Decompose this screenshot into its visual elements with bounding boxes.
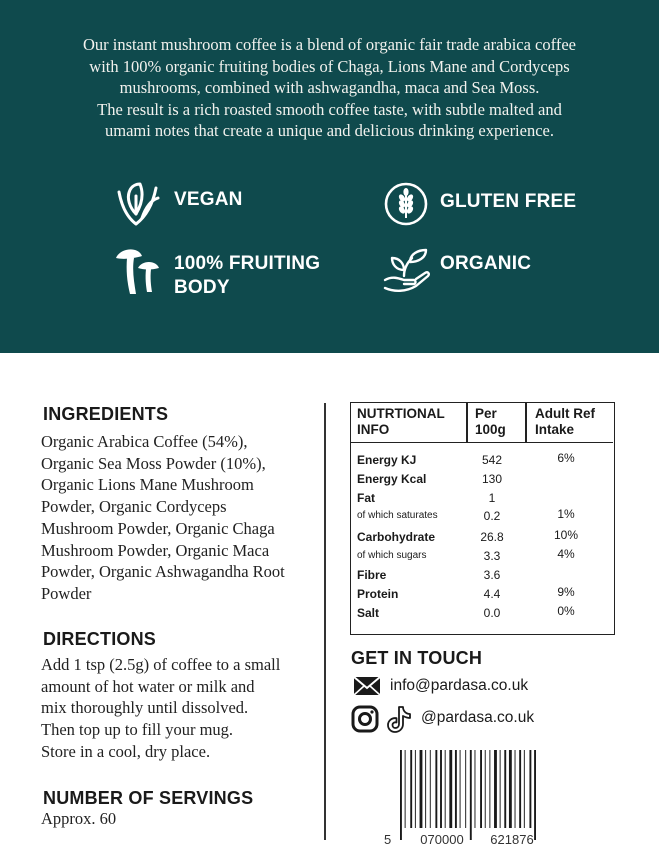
- nutrient-value: 4.4: [483, 587, 501, 601]
- servings-value: Approx. 60: [41, 809, 117, 828]
- barcode-bar: [465, 750, 466, 828]
- badge-organic: [382, 246, 531, 296]
- ingredients-line: Powder: [41, 583, 92, 603]
- email-address[interactable]: info@pardasa.co.uk: [390, 677, 529, 694]
- barcode-bars: [400, 750, 536, 840]
- nutrition-row: [351, 528, 613, 546]
- nutrient-value: 0.2: [483, 509, 501, 523]
- badge-vegan-label: [174, 188, 243, 212]
- directions-line: mix thoroughly until dissolved.: [41, 698, 249, 718]
- ingredients-line: Organic Lions Mane Mushroom: [41, 475, 254, 495]
- barcode: [384, 750, 556, 848]
- nutrient-value: 26.8: [480, 530, 504, 544]
- wheat-icon: [382, 180, 432, 230]
- description-line: The result is a rich roasted smooth coffee taste, with subtle malted and: [97, 99, 562, 119]
- ingredients-line: Mushroom Powder, Organic Maca: [41, 540, 270, 560]
- nutrition-row: [351, 507, 613, 525]
- social-contact[interactable]: [351, 705, 534, 733]
- barcode-bar: [449, 750, 452, 828]
- header-line: NUTRTIONAL: [357, 406, 445, 421]
- ingredients-heading: INGREDIENTS: [43, 404, 169, 424]
- envelope-icon: [353, 676, 381, 696]
- nutrient-ref-intake: 10%: [553, 528, 579, 542]
- header-line: Adult Ref: [535, 406, 595, 421]
- description-line: with 100% organic fruiting bodies of Chaga, Lions Mane and Cordyceps: [89, 56, 570, 76]
- directions-text: [41, 654, 280, 763]
- header-line: Per: [475, 406, 497, 421]
- get-in-touch-heading: GET IN TOUCH: [351, 648, 483, 668]
- column-divider: [324, 403, 326, 840]
- nutrient-name: of which sugars: [357, 550, 427, 561]
- barcode-bar: [405, 750, 406, 828]
- barcode-bar: [440, 750, 442, 828]
- nutrient-value: 0.0: [483, 606, 501, 620]
- header-line: 100g: [475, 421, 506, 437]
- barcode-bar: [515, 750, 516, 828]
- badge-gluten-free-label: [440, 190, 576, 214]
- nutrient-name: Protein: [357, 587, 399, 601]
- hand-sprout-icon: [382, 246, 432, 296]
- ingredients-line: Powder, Organic Ashwagandha Root: [41, 562, 285, 582]
- nutrition-row: [351, 604, 613, 622]
- barcode-bar: [494, 750, 497, 828]
- nutrition-header-per-100g: [475, 403, 525, 441]
- description-line: mushrooms, combined with ashwagandha, maca and Sea Moss.: [119, 78, 540, 97]
- barcode-digits-right: 621876: [490, 832, 534, 847]
- ingredients-line: Mushroom Powder, Organic Chaga: [41, 518, 275, 538]
- vegan-leaf-icon: [112, 178, 162, 228]
- nutrient-value: 130: [481, 472, 503, 486]
- nutrition-header-info: [357, 403, 467, 441]
- nutrient-ref-intake: 1%: [557, 507, 575, 521]
- barcode-bar: [420, 750, 423, 828]
- barcode-digits-left: 070000: [420, 832, 464, 847]
- barcode-digit-prefix: 5: [384, 832, 392, 847]
- header-line: Intake: [535, 421, 575, 437]
- ingredients-line: Organic Arabica Coffee (54%),: [41, 432, 248, 451]
- barcode-bar: [485, 750, 486, 828]
- badge-fruiting-body: [112, 246, 320, 300]
- barcode-bar: [445, 750, 446, 828]
- nutrient-ref-intake: 6%: [557, 451, 575, 465]
- barcode-bar: [470, 750, 472, 840]
- barcode-bar: [519, 750, 521, 828]
- tiktok-icon[interactable]: [386, 705, 412, 733]
- barcode-bar: [509, 750, 512, 828]
- mushroom-icon: [112, 246, 162, 296]
- nutrition-header-ref-intake: [535, 403, 615, 441]
- social-handle[interactable]: @pardasa.co.uk: [421, 709, 535, 726]
- directions-line: Then top up to fill your mug.: [41, 720, 234, 740]
- badge-label-line: ORGANIC: [440, 253, 532, 274]
- barcode-bar: [410, 750, 412, 828]
- table-divider: [525, 403, 527, 443]
- barcode-bar: [430, 750, 431, 828]
- nutrition-row: [351, 585, 613, 603]
- directions-line: amount of hot water or milk and: [41, 676, 255, 696]
- product-description: [20, 34, 639, 142]
- directions-line: Add 1 tsp (2.5g) of coffee to a small: [41, 655, 281, 674]
- nutrition-row: [351, 566, 613, 584]
- ingredients-line: Organic Sea Moss Powder (10%),: [41, 453, 266, 473]
- description-line: Our instant mushroom coffee is a blend of organic fair trade arabica coffee: [83, 35, 576, 54]
- nutrition-row: [351, 547, 613, 565]
- nutrition-table: [350, 402, 615, 635]
- nutrition-row: [351, 451, 613, 469]
- barcode-bar: [480, 750, 482, 828]
- barcode-bar: [489, 750, 490, 828]
- barcode-bar: [524, 750, 525, 828]
- barcode-bar: [460, 750, 461, 828]
- badge-label-line: VEGAN: [174, 189, 243, 210]
- description-line: umami notes that create a unique and delicious drinking experience.: [104, 121, 554, 140]
- directions-heading: DIRECTIONS: [43, 629, 157, 649]
- email-contact[interactable]: [353, 676, 528, 696]
- nutrient-name: Fibre: [357, 568, 387, 582]
- servings-heading: NUMBER OF SERVINGS: [43, 788, 254, 808]
- badge-label-line: GLUTEN FREE: [440, 191, 577, 212]
- instagram-icon[interactable]: [351, 705, 379, 733]
- badge-label-line: 100% FRUITING: [174, 253, 321, 274]
- barcode-bar: [475, 750, 476, 828]
- nutrient-value: 3.3: [483, 549, 501, 563]
- badge-label-line: BODY: [174, 277, 230, 298]
- table-divider: [466, 403, 468, 443]
- nutrient-name: Salt: [357, 606, 380, 620]
- nutrition-row: [351, 489, 613, 507]
- barcode-bar: [500, 750, 501, 828]
- nutrient-name: Energy KJ: [357, 453, 417, 467]
- ingredients-text: [41, 431, 285, 605]
- barcode-bar: [504, 750, 506, 828]
- badge-gluten-free: [382, 180, 576, 230]
- badge-organic-label: [440, 252, 531, 276]
- nutrient-name: of which saturates: [357, 510, 438, 521]
- nutrition-table-header: [351, 403, 613, 443]
- product-description-banner: [0, 0, 659, 353]
- nutrient-name: Fat: [357, 491, 375, 505]
- barcode-bar: [534, 750, 536, 840]
- nutrient-value: 542: [481, 453, 503, 467]
- nutrient-value: 3.6: [483, 568, 501, 582]
- badge-fruiting-body-label: [174, 252, 320, 300]
- nutrient-name: Energy Kcal: [357, 472, 427, 486]
- nutrient-ref-intake: 9%: [557, 585, 575, 599]
- nutrient-value: 1: [488, 491, 496, 505]
- barcode-bar: [415, 750, 416, 828]
- nutrient-ref-intake: 0%: [557, 604, 575, 618]
- directions-line: Store in a cool, dry place.: [41, 741, 211, 761]
- nutrition-row: [351, 470, 613, 488]
- barcode-bar: [400, 750, 402, 840]
- ingredients-line: Powder, Organic Cordyceps: [41, 497, 227, 517]
- barcode-bar: [425, 750, 426, 828]
- barcode-bar: [455, 750, 457, 828]
- badge-vegan: [112, 178, 243, 228]
- barcode-bar: [529, 750, 531, 828]
- nutrient-name: Carbohydrate: [357, 530, 436, 544]
- header-line: INFO: [357, 421, 390, 437]
- nutrient-ref-intake: 4%: [557, 547, 575, 561]
- barcode-bar: [435, 750, 437, 828]
